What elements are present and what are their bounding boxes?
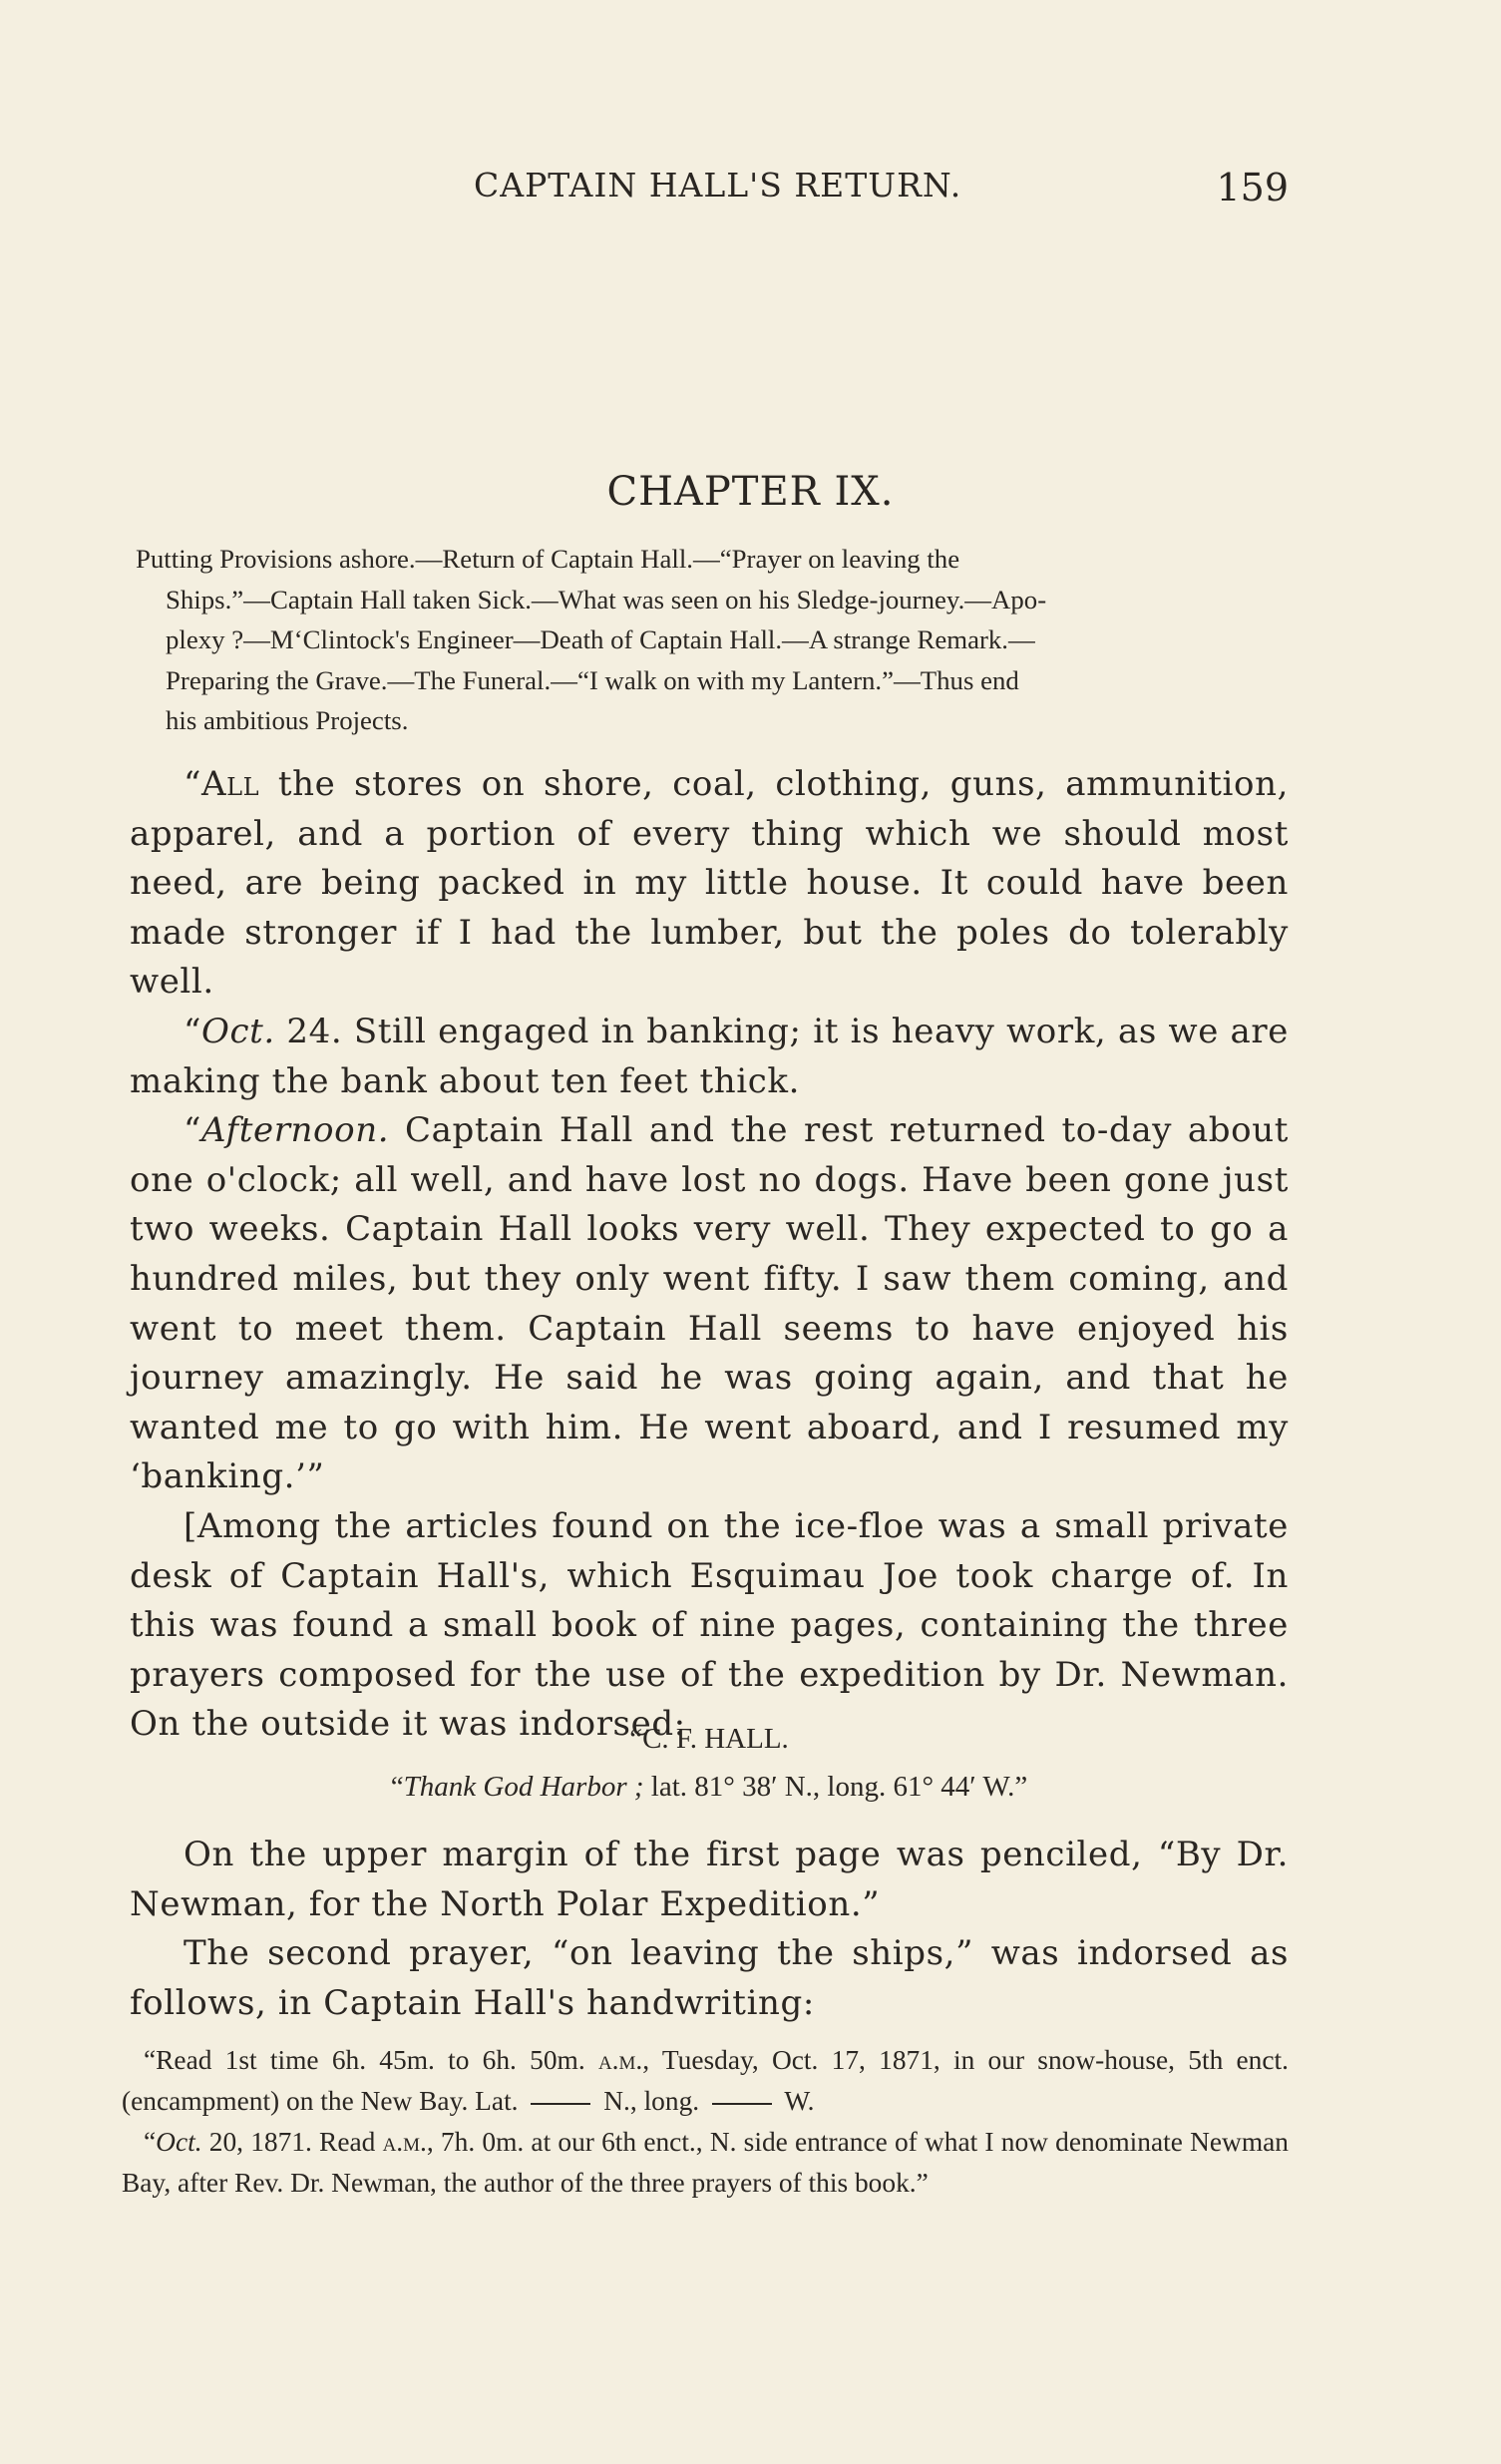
note-paragraph: “Read 1st time 6h. 45m. to 6h. 50m. a.m., Tuesday, Oct. 17, 1871, in our snow-house, 5th enct. (encampment) on the New Bay. Lat. N., long. W. <box>122 2045 1289 2116</box>
paragraph: “Afternoon. Captain Hall and the rest returned to-day about one o'clock; all well, and have lost no dogs. Have been gone just two weeks. Captain Hall looks very well. They expected to go a hundred miles, but they only went fifty. I saw them coming, and went to meet them. Captain Hall seems to have enjoyed his journey amazingly. He said he was going again, and that he wanted me to go with him. He went aboard, and I resumed my ‘banking.’” <box>130 1110 1289 1497</box>
small-caps-opening: All <box>200 764 260 804</box>
paragraph: On the upper margin of the first page was penciled, “By Dr. Newman, for the North Polar Expedition.” <box>130 1835 1289 1924</box>
signature-line-2: “Thank God Harbor ; lat. 81° 38′ N., long. 61° 44′ W.” <box>390 1771 1028 1803</box>
handwritten-note-transcript <box>122 2040 1289 2204</box>
body-text-continued <box>130 1831 1289 2028</box>
diary-date: Afternoon. <box>200 1110 390 1151</box>
paragraph: The second prayer, “on leaving the ships,” was indorsed as follows, in Captain Hall's handwriting: <box>130 1933 1289 2023</box>
chapter-synopsis <box>136 539 1289 741</box>
signature-line-1: “C. F. HALL. <box>629 1723 789 1755</box>
page-header <box>130 166 1297 225</box>
place-name: Thank God Harbor ; <box>403 1771 644 1803</box>
body-text <box>130 760 1289 1750</box>
blank-dash <box>531 2103 590 2105</box>
running-title: CAPTAIN HALL'S RETURN. <box>474 166 962 205</box>
paragraph: [Among the articles found on the ice-floe was a small private desk of Captain Hall's, which Esquimau Joe took charge of. In this was found a small book of nine pages, containing the three prayers composed for the use of the expedition by Dr. Newman. On the outside it was indorsed: <box>130 1505 1289 1745</box>
synopsis-line: his ambitious Projects. <box>166 705 409 735</box>
synopsis-line: Putting Provisions ashore.—Return of Captain Hall.—“Prayer on leaving the <box>136 544 960 574</box>
page-number: 159 <box>1216 166 1289 209</box>
diary-date: Oct. <box>200 1011 275 1051</box>
blank-dash <box>712 2103 772 2105</box>
chapter-title: CHAPTER IX. <box>606 469 895 515</box>
synopsis-line: Preparing the Grave.—The Funeral.—“I walk on with my Lantern.”—Thus end <box>166 664 1019 695</box>
note-paragraph: “Oct. 20, 1871. Read a.m., 7h. 0m. at our 6th enct., N. side entrance of what I now denominate Newman Bay, after Rev. Dr. Newman, the author of the three prayers of this book.” <box>122 2127 1289 2198</box>
synopsis-line: Ships.”—Captain Hall taken Sick.—What was seen on his Sledge-journey.—Apo- <box>166 584 1047 615</box>
paragraph: “Oct. 24. Still engaged in banking; it is heavy work, as we are making the bank about ten feet thick. <box>130 1011 1289 1101</box>
paragraph: “All the stores on shore, coal, clothing, guns, ammunition, apparel, and a portion of every thing which we should most need, are being packed in my little house. It could have been made stronger if I had the lumber, but the poles do tolerably well. <box>130 764 1289 1003</box>
synopsis-line: plexy ?—M‘Clintock's Engineer—Death of Captain Hall.—A strange Remark.— <box>166 624 1035 654</box>
